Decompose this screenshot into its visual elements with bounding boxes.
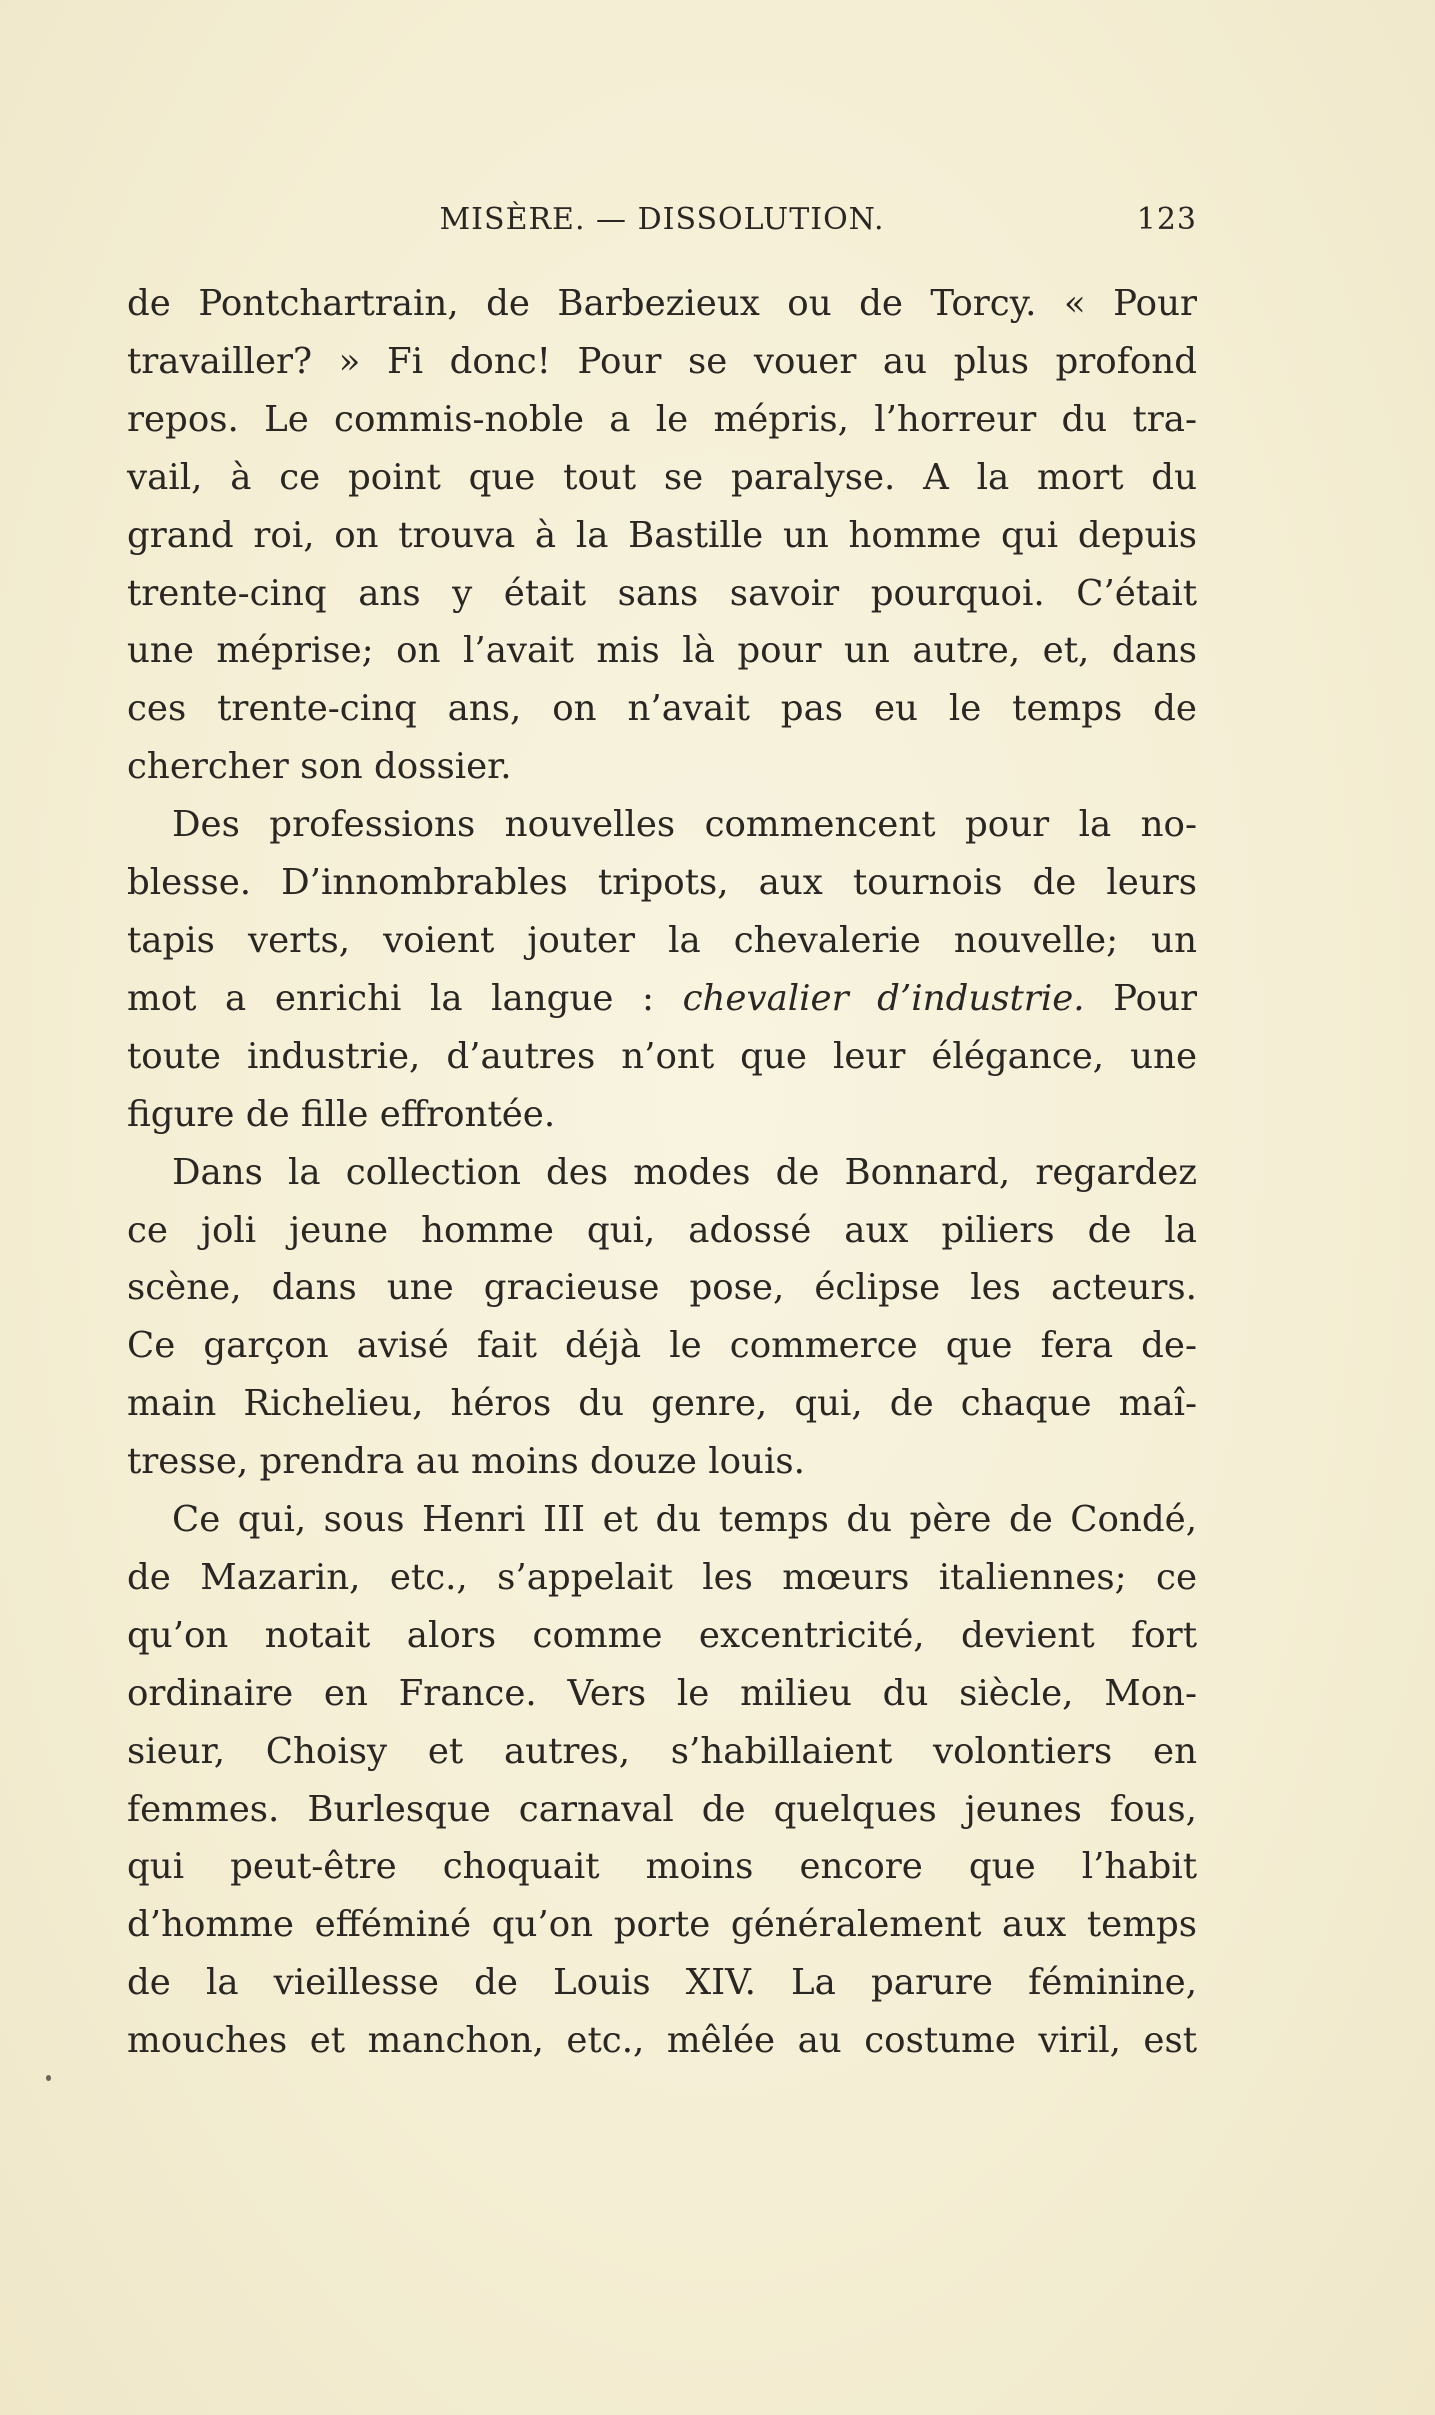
- text-line: qu’on notait alors comme excentricité, devient fort: [127, 1614, 1197, 1656]
- text-line: ordinaire en France. Vers le milieu du siècle, Mon-: [127, 1672, 1197, 1714]
- text-line: trente-cinq ans y était sans savoir pourquoi. C’était: [127, 572, 1197, 614]
- text-line: scène, dans une gracieuse pose, éclipse les acteurs.: [127, 1267, 1197, 1309]
- page-number: 123: [1136, 202, 1197, 237]
- paper-speck: [46, 2075, 51, 2081]
- text-line: femmes. Burlesque carnaval de quelques jeunes fous,: [127, 1788, 1197, 1830]
- text-line: Dans la collection des modes de Bonnard, regardez: [172, 1151, 1197, 1193]
- running-head: [127, 202, 1197, 248]
- text-line: toute industrie, d’autres n’ont que leur élégance, une: [127, 1035, 1197, 1077]
- text-segment: mot a enrichi la langue :: [127, 977, 654, 1019]
- text-line: Des professions nouvelles commencent pour la no-: [172, 804, 1197, 846]
- text-line: chercher son dossier.: [127, 746, 512, 788]
- text-line: mouches et manchon, etc., mêlée au costume viril, est: [127, 2020, 1197, 2062]
- text-line: grand roi, on trouva à la Bastille un homme qui depuis: [127, 514, 1197, 556]
- text-line: d’homme efféminé qu’on porte généralement aux temps: [127, 1904, 1197, 1946]
- text-line: blesse. D’innombrables tripots, aux tournois de leurs: [127, 862, 1197, 904]
- text-line: tapis verts, voient jouter la chevalerie nouvelle; un: [127, 919, 1197, 961]
- text-line: de Mazarin, etc., s’appelait les mœurs italiennes; ce: [127, 1556, 1197, 1598]
- text-line: une méprise; on l’avait mis là pour un autre, et, dans: [127, 630, 1197, 672]
- text-line: de Pontchartrain, de Barbezieux ou de Torcy. « Pour: [127, 283, 1197, 324]
- text-segment: Pour: [1113, 977, 1197, 1019]
- text-line: Ce qui, sous Henri III et du temps du père de Condé,: [172, 1499, 1197, 1541]
- italic-phrase: chevalier d’industrie.: [682, 977, 1085, 1019]
- text-line: ce joli jeune homme qui, adossé aux piliers de la: [127, 1209, 1197, 1251]
- text-line: [127, 970, 1197, 1028]
- text-line: vail, à ce point que tout se paralyse. A la mort du: [127, 456, 1197, 498]
- body-text: [127, 275, 1197, 2070]
- text-line: Ce garçon avisé fait déjà le commerce que fera de-: [127, 1325, 1197, 1367]
- chapter-title: MISÈRE. — DISSOLUTION.: [439, 202, 885, 237]
- text-line: de la vieillesse de Louis XIV. La parure féminine,: [127, 1962, 1197, 2004]
- text-line: sieur, Choisy et autres, s’habillaient volontiers en: [127, 1730, 1197, 1772]
- text-line: tresse, prendra au moins douze louis.: [127, 1441, 805, 1483]
- text-line: travailler? » Fi donc! Pour se vouer au plus profond: [127, 340, 1197, 382]
- text-line: repos. Le commis-noble a le mépris, l’horreur du tra-: [127, 398, 1197, 440]
- text-line: main Richelieu, héros du genre, qui, de chaque maî-: [127, 1383, 1197, 1425]
- text-line: figure de fille effrontée.: [127, 1093, 556, 1135]
- text-line: ces trente-cinq ans, on n’avait pas eu le temps de: [127, 688, 1197, 730]
- text-line: qui peut-être choquait moins encore que l’habit: [127, 1846, 1197, 1888]
